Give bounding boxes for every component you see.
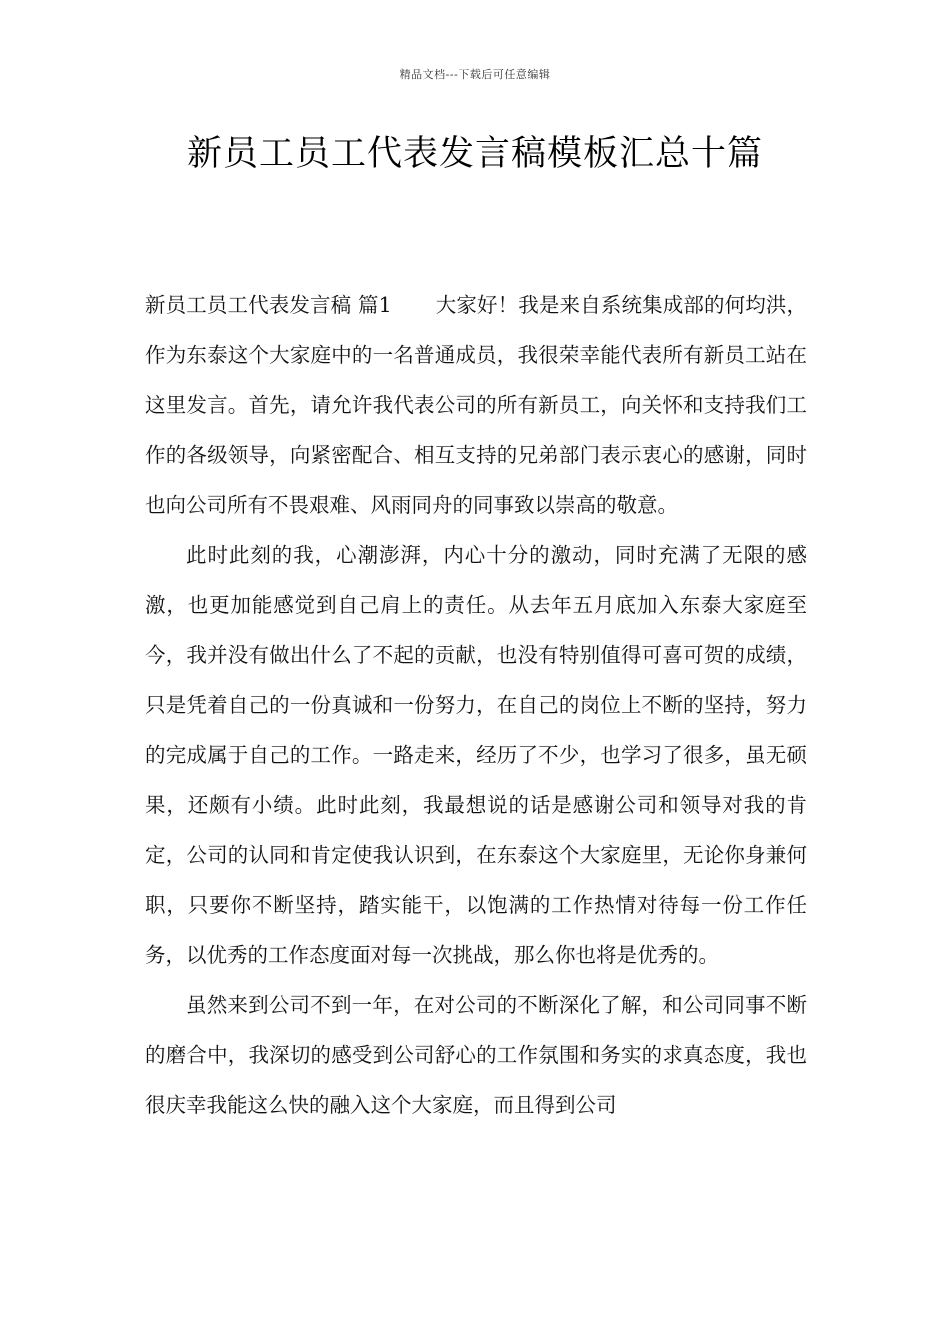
paragraph-1-text: 大家好！我是来自系统集成部的何均洪，作为东泰这个大家庭中的一名普通成员，我很荣幸能代表所有新员工站在这里发言。首先，请允许我代表公司的所有新员工，向关怀和支持我们工作的各级领导，向紧密配合、相互支持的兄弟部门表示衷心的感谢，同时也向公司所有不畏艰难、风雨同舟的同事致以崇高的敬意。 [145,293,808,517]
paragraph-2: 此时此刻的我，心潮澎湃，内心十分的激动，同时充满了无限的感激，也更加能感觉到自己肩上的责任。从去年五月底加入东泰大家庭至今，我并没有做出什么了不起的贡献，也没有特别值得可喜可贺的成绩，只是凭着自己的一份真诚和一份努力，在自己的岗位上不断的坚持，努力的完成属于自己的工作。一路走来，经历了不少，也学习了很多，虽无硕果，还颇有小绩。此时此刻，我最想说的话是感谢公司和领导对我的肯定，公司的认同和肯定使我认识到，在东泰这个大家庭里，无论你身兼何职，只要你不断坚持，踏实能干，以饱满的工作热情对待每一份工作任务，以优秀的工作态度面对每一次挑战，那么你也将是优秀的。 [145,543,807,967]
paragraph-3: 虽然来到公司不到一年，在对公司的不断深化了解，和公司同事不断的磨合中，我深切的感受到公司舒心的工作氛围和务实的求真态度，我也很庆幸我能这么快的融入这个大家庭，而且得到公司 [145,993,807,1117]
header-note: 精品文档---下载后可任意编辑 [399,68,551,81]
document-body [145,280,807,1130]
paragraph-1 [145,280,807,530]
section-label: 新员工员工代表发言稿 篇1 [145,293,392,317]
document-title: 新员工员工代表发言稿模板汇总十篇 [186,134,763,174]
